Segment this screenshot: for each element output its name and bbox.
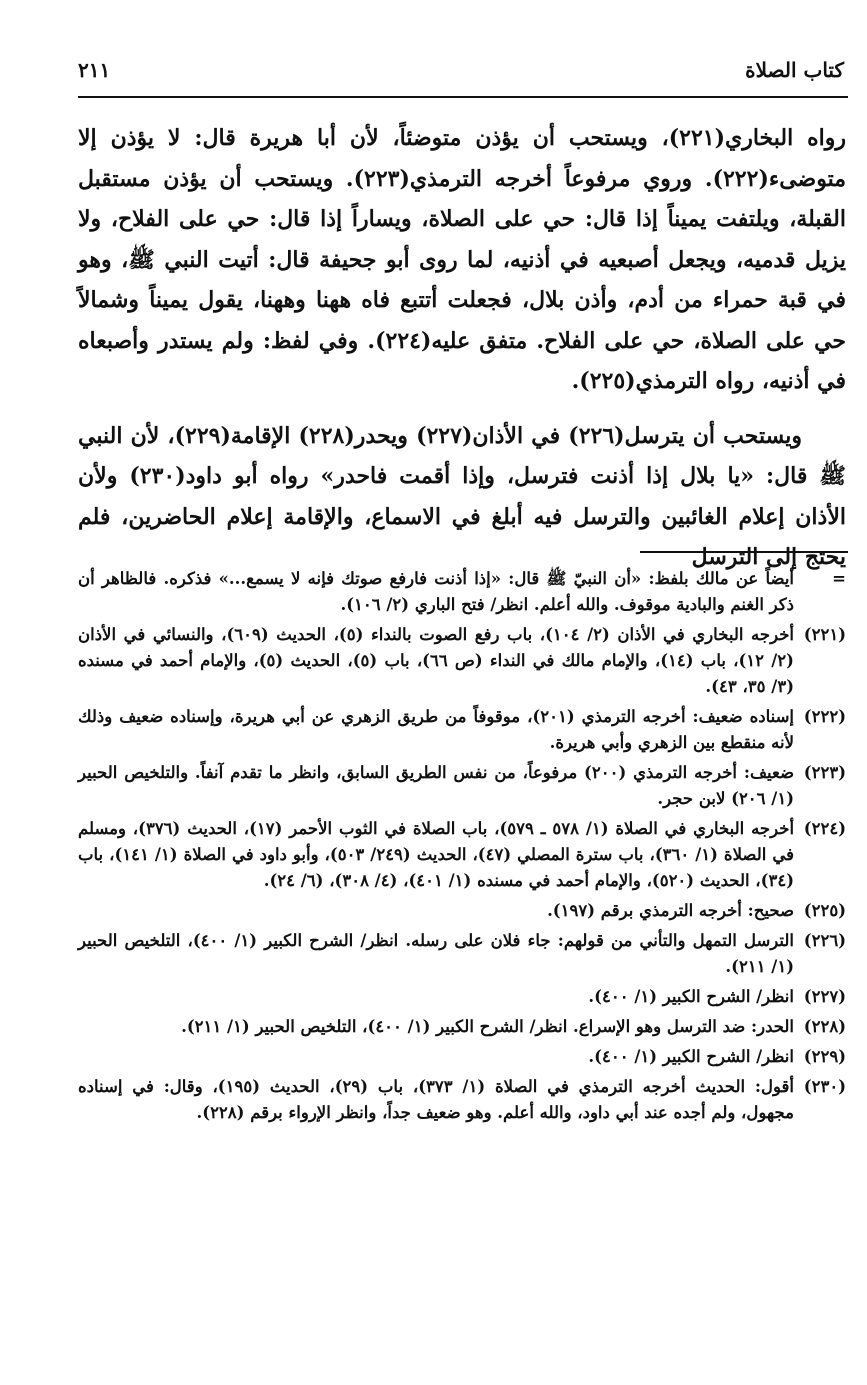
footnote-number: (٢٣٠) xyxy=(803,1077,846,1096)
footnote-number: (٢٢٣) xyxy=(803,763,846,782)
footnote-continuation xyxy=(78,566,846,618)
footnote xyxy=(78,984,846,1010)
paragraph: رواه البخاري(٢٢١)، ويستحب أن يؤذن متوضئاً، لأن أبا هريرة قال: لا يؤذن إلا متوضىء(٢٢٢). وروي مرفوعاً أخرجه الترمذي(٢٢٣). ويستحب أن يؤذن مستقبل القبلة، ويلتفت يميناً إذا قال: حي على الصلاة، ويساراً إذا قال: حي على الفلاح، ولا يزيل قدميه، ويجعل أصبعيه في أذنيه، لما روى أبو جحيفة قال: أتيت النبي ﷺ، وهو في قبة حمراء من أدم، وأذن بلال، فجعلت أتتبع فاه ههنا وههنا، يقول يميناً وشمالاً حي على الصلاة، حي على الفلاح. متفق عليه(٢٢٤). وفي لفظ: ولم يستدر وأصبعاه في أذنيه، رواه الترمذي(٢٢٥). xyxy=(78,125,847,394)
page-number: ٢١١ xyxy=(78,58,111,82)
footnotes xyxy=(78,566,846,1130)
footnote-separator xyxy=(640,551,848,553)
footnote xyxy=(78,704,846,756)
footnote-text: أقول: الحديث أخرجه الترمذي في الصلاة (١/ ٣٧٣)، باب (٢٩)، الحديث (١٩٥)، وقال: في إسناده مجهول، ولم أجده عند أبي داود، والله أعلم. وهو ضعيف جداً، وانظر الإرواء برقم (٢٢٨). xyxy=(78,1077,794,1122)
paragraph: ويستحب أن يترسل(٢٢٦) في الأذان(٢٢٧) ويحدر(٢٢٨) الإقامة(٢٢٩)، لأن النبي ﷺ قال: «يا بلال إذا أذنت فترسل، وإذا أقمت فاحدر» رواه أبو داود(٢٣٠) ولأن الأذان إعلام الغائبين والترسل فيه أبلغ في الاسماع، والإقامة إعلام الحاضرين، فلم يحتج إلى الترسل xyxy=(78,422,846,570)
footnote-number: (٢٢١) xyxy=(803,625,846,644)
footnote-text: أخرجه البخاري في الأذان (٢/ ١٠٤)، باب رفع الصوت بالنداء (٥)، الحديث (٦٠٩)، والنسائي في الأذان (٢/ ١٢)، باب (١٤)، والإمام مالك في النداء (ص ٦٦)، باب (٥)، الحديث (٥)، والإمام أحمد في مسنده (٣/ ٣٥، ٤٣). xyxy=(78,625,794,696)
footnote xyxy=(78,1074,846,1126)
footnote-text: أيضاً عن مالك بلفظ: «أن النبيّ ﷺ قال: «إذا أذنت فارفع صوتك فإنه لا يسمع...» فذكره. فالظاهر أن ذكر الغنم والبادية موقوف. والله أعلم. انظر/ فتح الباري (٢/ ١٠٦). xyxy=(78,569,794,614)
footnote-number: (٢٢٥) xyxy=(803,901,846,920)
footnote-number: (٢٢٧) xyxy=(803,987,846,1006)
footnote xyxy=(78,816,846,894)
footnote-text: أخرجه البخاري في الصلاة (١/ ٥٧٨ ـ ٥٧٩)، باب الصلاة في الثوب الأحمر (١٧)، الحديث (٣٧٦)، ومسلم في الصلاة (١/ ٣٦٠)، باب سترة المصلي (٤٧)، الحديث (٢٤٩/ ٥٠٣)، وأبو داود في الصلاة (١/ ١٤١)، باب (٣٤)، الحديث (٥٢٠)، والإمام أحمد في مسنده (١/ ٤٠١)، (٤/ ٣٠٨)، (٦/ ٢٤). xyxy=(78,819,795,890)
footnote xyxy=(78,898,846,924)
footnote xyxy=(78,928,846,980)
footnote-text: الحدر: ضد الترسل وهو الإسراع. انظر/ الشرح الكبير (١/ ٤٠٠)، التلخيص الحبير (١/ ٢١١). xyxy=(181,1017,794,1036)
running-head xyxy=(78,58,844,92)
footnote-text: ضعيف: أخرجه الترمذي (٢٠٠) مرفوعاً، من نفس الطريق السابق، وانظر ما تقدم آنفاً. والتلخيص الحبير (١/ ٢٠٦) لابن حجر. xyxy=(78,763,795,808)
footnote-number: (٢٢٩) xyxy=(803,1047,846,1066)
footnote-text: صحيح: أخرجه الترمذي برقم (١٩٧). xyxy=(547,901,794,920)
footnote xyxy=(78,1044,846,1070)
footnote-number: (٢٢٤) xyxy=(803,819,846,838)
footnote-text: الترسل التمهل والتأني من قولهم: جاء فلان على رسله. انظر/ الشرح الكبير (١/ ٤٠٠)، التلخيص الحبير (١/ ٢١١). xyxy=(78,931,794,976)
footnote-text: انظر/ الشرح الكبير (١/ ٤٠٠). xyxy=(588,1047,794,1066)
footnote xyxy=(78,1014,846,1040)
main-text xyxy=(78,118,846,592)
footnote xyxy=(78,622,846,700)
footnote xyxy=(78,760,846,812)
footnote-text: انظر/ الشرح الكبير (١/ ٤٠٠). xyxy=(588,987,794,1006)
footnote-number: (٢٢٢) xyxy=(803,707,846,726)
header-rule xyxy=(78,96,848,98)
footnote-number: (٢٢٨) xyxy=(803,1017,846,1036)
footnote-number: = xyxy=(832,569,846,588)
footnote-text: إسناده ضعيف: أخرجه الترمذي (٢٠١)، موقوفاً من طريق الزهري عن أبي هريرة، وإسناده ضعيف وذلك لأنه منقطع بين الزهري وأبي هريرة. xyxy=(78,707,794,752)
chapter-title: كتاب الصلاة xyxy=(745,58,844,82)
footnote-number: (٢٢٦) xyxy=(803,931,846,950)
